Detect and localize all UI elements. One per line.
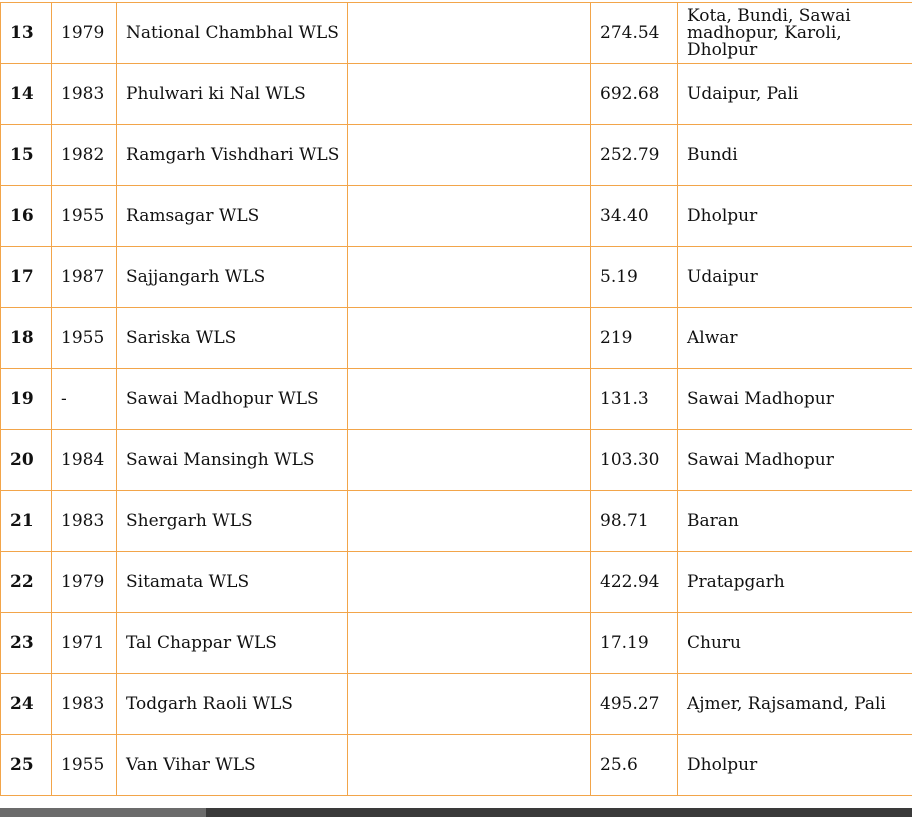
table-row xyxy=(1,491,912,552)
serial-number-cell: 24 xyxy=(1,674,52,735)
blank-cell xyxy=(348,64,591,125)
serial-number-cell: 20 xyxy=(1,430,52,491)
table-row xyxy=(1,674,912,735)
table-row xyxy=(1,369,912,430)
sanctuary-name-cell: Ramgarh Vishdhari WLS xyxy=(117,125,348,186)
sanctuary-name-cell: Ramsagar WLS xyxy=(117,186,348,247)
blank-cell xyxy=(348,735,591,796)
districts-cell: Dholpur xyxy=(678,186,912,247)
districts-cell: Dholpur xyxy=(678,735,912,796)
districts-cell: Kota, Bundi, Sawai madhopur, Karoli, Dholpur xyxy=(678,3,912,64)
blank-cell xyxy=(348,3,591,64)
districts-cell: Churu xyxy=(678,613,912,674)
table-body xyxy=(1,3,912,796)
blank-cell xyxy=(348,491,591,552)
year-cell: 1979 xyxy=(52,3,117,64)
table-row xyxy=(1,735,912,796)
table-row xyxy=(1,64,912,125)
serial-number-cell: 19 xyxy=(1,369,52,430)
year-cell: 1982 xyxy=(52,125,117,186)
year-cell: 1955 xyxy=(52,186,117,247)
year-cell: 1984 xyxy=(52,430,117,491)
area-cell: 252.79 xyxy=(591,125,678,186)
table-row xyxy=(1,247,912,308)
serial-number-cell: 25 xyxy=(1,735,52,796)
blank-cell xyxy=(348,186,591,247)
serial-number-cell: 18 xyxy=(1,308,52,369)
year-cell: 1987 xyxy=(52,247,117,308)
year-cell: 1983 xyxy=(52,674,117,735)
blank-cell xyxy=(348,308,591,369)
area-cell: 422.94 xyxy=(591,552,678,613)
sanctuary-name-cell: Sawai Madhopur WLS xyxy=(117,369,348,430)
sanctuary-name-cell: Sitamata WLS xyxy=(117,552,348,613)
table-row xyxy=(1,125,912,186)
area-cell: 274.54 xyxy=(591,3,678,64)
districts-cell: Udaipur xyxy=(678,247,912,308)
area-cell: 25.6 xyxy=(591,735,678,796)
serial-number-cell: 15 xyxy=(1,125,52,186)
year-cell: 1979 xyxy=(52,552,117,613)
sanctuary-name-cell: Todgarh Raoli WLS xyxy=(117,674,348,735)
year-cell: 1983 xyxy=(52,64,117,125)
year-cell: 1983 xyxy=(52,491,117,552)
districts-cell: Bundi xyxy=(678,125,912,186)
year-cell: 1971 xyxy=(52,613,117,674)
horizontal-scrollbar[interactable] xyxy=(0,808,912,817)
area-cell: 98.71 xyxy=(591,491,678,552)
blank-cell xyxy=(348,674,591,735)
districts-cell: Pratapgarh xyxy=(678,552,912,613)
sanctuary-name-cell: National Chambhal WLS xyxy=(117,3,348,64)
sanctuary-name-cell: Sajjangarh WLS xyxy=(117,247,348,308)
blank-cell xyxy=(348,430,591,491)
table-row xyxy=(1,308,912,369)
blank-cell xyxy=(348,247,591,308)
serial-number-cell: 21 xyxy=(1,491,52,552)
districts-cell: Alwar xyxy=(678,308,912,369)
blank-cell xyxy=(348,125,591,186)
area-cell: 219 xyxy=(591,308,678,369)
table-row xyxy=(1,430,912,491)
sanctuary-name-cell: Shergarh WLS xyxy=(117,491,348,552)
year-cell: - xyxy=(52,369,117,430)
blank-cell xyxy=(348,552,591,613)
serial-number-cell: 22 xyxy=(1,552,52,613)
sanctuary-name-cell: Tal Chappar WLS xyxy=(117,613,348,674)
districts-cell: Sawai Madhopur xyxy=(678,369,912,430)
blank-cell xyxy=(348,369,591,430)
table-row xyxy=(1,186,912,247)
area-cell: 34.40 xyxy=(591,186,678,247)
scrollbar-thumb[interactable] xyxy=(0,808,206,817)
serial-number-cell: 23 xyxy=(1,613,52,674)
area-cell: 692.68 xyxy=(591,64,678,125)
area-cell: 17.19 xyxy=(591,613,678,674)
table-row xyxy=(1,613,912,674)
districts-cell: Udaipur, Pali xyxy=(678,64,912,125)
year-cell: 1955 xyxy=(52,308,117,369)
year-cell: 1955 xyxy=(52,735,117,796)
serial-number-cell: 17 xyxy=(1,247,52,308)
serial-number-cell: 16 xyxy=(1,186,52,247)
table-row xyxy=(1,3,912,64)
area-cell: 131.3 xyxy=(591,369,678,430)
area-cell: 5.19 xyxy=(591,247,678,308)
area-cell: 495.27 xyxy=(591,674,678,735)
sanctuary-name-cell: Sariska WLS xyxy=(117,308,348,369)
districts-cell: Baran xyxy=(678,491,912,552)
blank-cell xyxy=(348,613,591,674)
sanctuary-name-cell: Phulwari ki Nal WLS xyxy=(117,64,348,125)
area-cell: 103.30 xyxy=(591,430,678,491)
districts-cell: Ajmer, Rajsamand, Pali xyxy=(678,674,912,735)
serial-number-cell: 14 xyxy=(1,64,52,125)
districts-cell: Sawai Madhopur xyxy=(678,430,912,491)
sanctuary-name-cell: Van Vihar WLS xyxy=(117,735,348,796)
sanctuary-name-cell: Sawai Mansingh WLS xyxy=(117,430,348,491)
serial-number-cell: 13 xyxy=(1,3,52,64)
table-row xyxy=(1,552,912,613)
sanctuary-table xyxy=(0,2,912,796)
